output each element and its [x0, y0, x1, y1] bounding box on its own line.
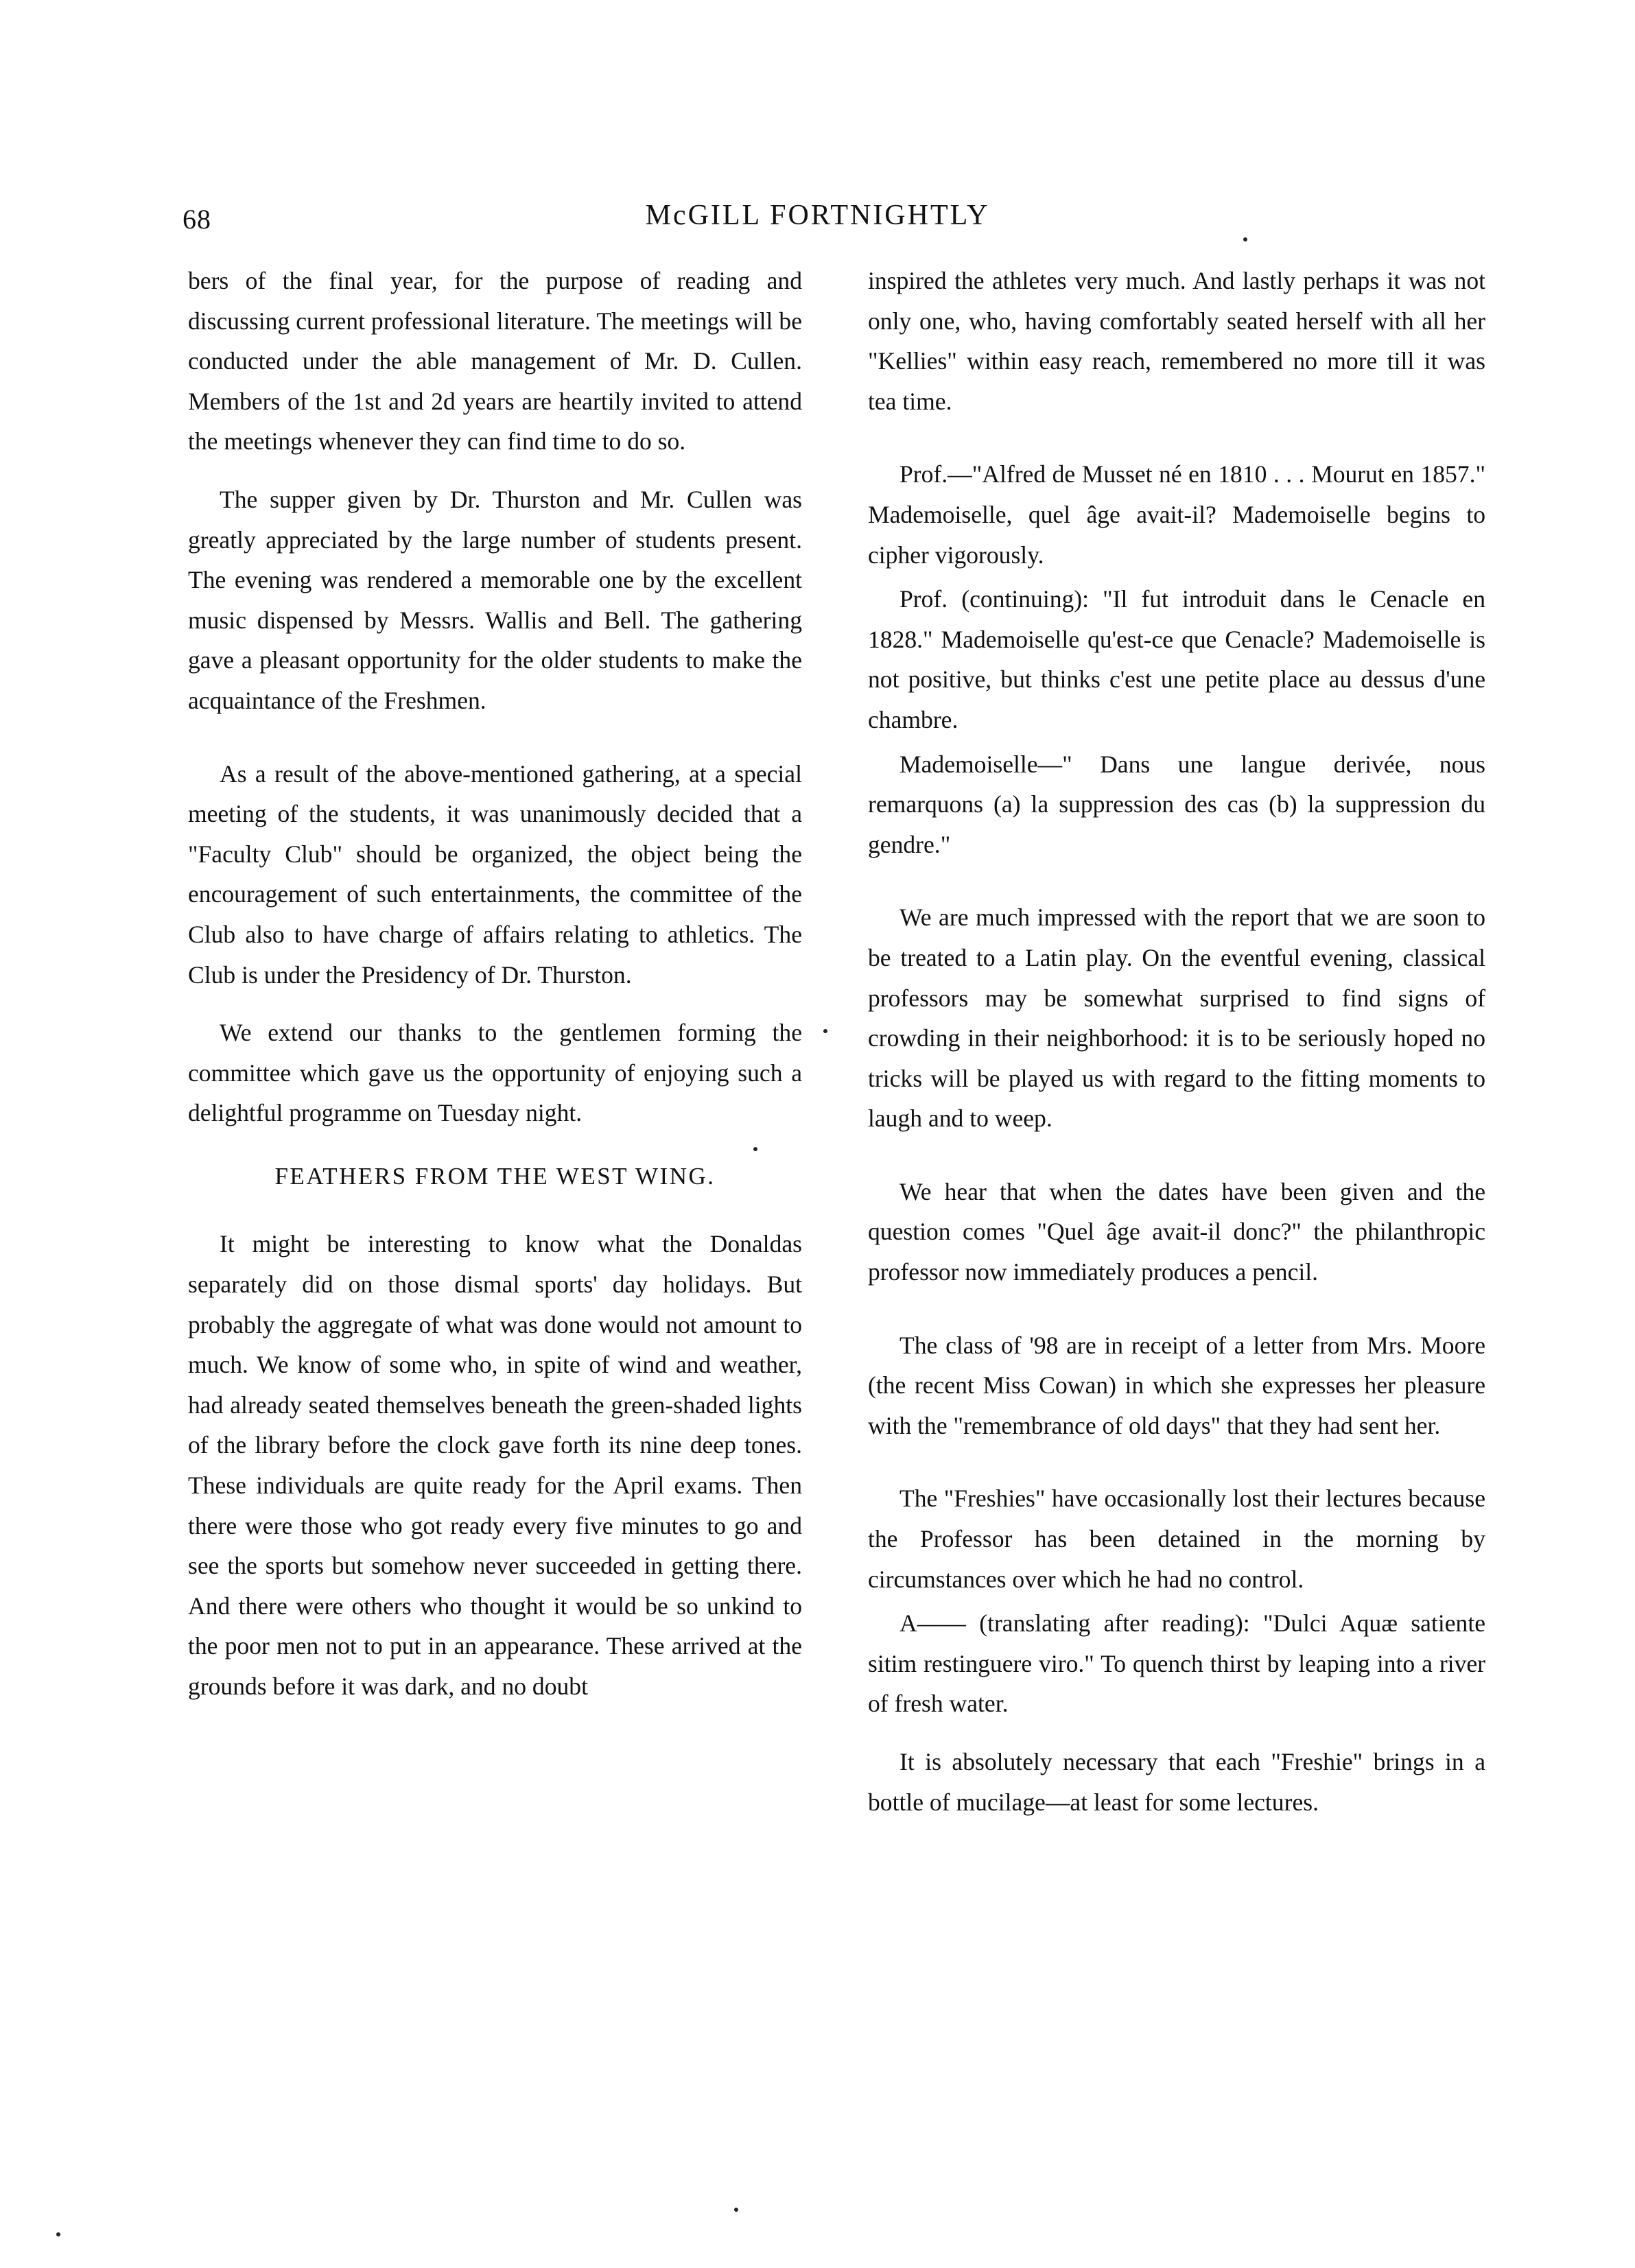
paragraph-thanks: We extend our thanks to the gentlemen forming the committee which gave us the opportunity of enjoying such a delightful programme on Tuesday night.: [188, 1019, 802, 1127]
paragraph-faculty-club: As a result of the above-mentioned gathering, at a special meeting of the students, it was unanimously decided that a "Faculty Club" should be organized, the object being the encouragement of such entertainments, the committee of the Club also to have charge of affairs relating to athletics. The Club is under the Presidency of Dr. Thurston.: [188, 759, 802, 989]
ink-speck: [823, 1029, 827, 1033]
paragraph-class-letter: The class of '98 are in receipt of a letter from Mrs. Moore (the recent Miss Cowan) in which she expresses her pleasure with the "remembrance of old days" that they had sent her.: [868, 1331, 1485, 1439]
paragraph-supper: The supper given by Dr. Thurston and Mr. Cullen was greatly appreciated by the large number of students present. The evening was rendered a memorable one by the excellent music dispensed by Messrs. Wallis and Bell. The gathering gave a pleasant opportunity for the older students to make the acquaintance of the Freshmen.: [188, 485, 802, 714]
paragraph-latin-play: We are much impressed with the report that we are soon to be treated to a Latin play. On the eventful evening, classical professors may be somewhat surprised to find signs of crowding in their neighborhood: it is to be seriously hoped no tricks will be played us with regard to the fitting moments to laugh and to weep.: [868, 903, 1485, 1133]
ink-speck: [1243, 237, 1247, 241]
left-column: [188, 261, 802, 1725]
right-column: [868, 261, 1485, 1840]
paragraph-musset: Prof.—"Alfred de Musset né en 1810 . . . Mourut en 1857." Mademoiselle, quel âge avait-il? Mademoiselle begins to cipher vigorously.: [868, 460, 1485, 569]
running-title: McGILL FORTNIGHTLY: [645, 200, 990, 231]
ink-speck: [734, 2208, 738, 2212]
paragraph-athletes: inspired the athletes very much. And lastly perhaps it was not only one, who, having comfortably seated herself with all her "Kellies" within easy reach, remembered no more till it was tea time.: [868, 267, 1485, 415]
ink-speck: [56, 2232, 60, 2236]
ink-speck: [753, 1147, 757, 1151]
paragraph-donaldas: It might be interesting to know what the Donaldas separately did on those dismal sports' day holidays. But probably the aggregate of what was done would not amount to much. We know of some who, in spite of wind and weather, had already seated themselves beneath the green-shaded lights of the library before the clock gave forth its nine deep tones. These individuals are quite ready for the April exams. Then there were those who got ready every five minutes to go and see the sports but somehow never succeeded in getting there. And there were others who thought it would be so unkind to the poor men not to put in an appearance. These arrived at the grounds before it was dark, and no doubt: [188, 1230, 802, 1700]
paragraph-pencil: We hear that when the dates have been given and the question comes "Quel âge avait-il donc?" the philanthropic professor now immediately produces a pencil.: [868, 1177, 1485, 1286]
page-number: 68: [183, 204, 211, 235]
paragraph-cenacle: Prof. (continuing): "Il fut introduit dans le Cenacle en 1828." Mademoiselle qu'est-ce que Cenacle? Mademoiselle is not positive, but thinks c'est une petite place au dessus d'une chambre.: [868, 585, 1485, 733]
paragraph-freshies: The "Freshies" have occasionally lost their lectures because the Professor has been detained in the morning by circumstances over which he had no control.: [868, 1485, 1485, 1593]
paragraph-langue-derivee: Mademoiselle—" Dans une langue derivée, nous remarquons (a) la suppression des cas (b) la suppression du gendre.": [868, 750, 1485, 858]
section-heading: FEATHERS FROM THE WEST WING.: [274, 1162, 716, 1190]
paragraph-translation: A—— (translating after reading): "Dulci Aquæ satiente sitim restinguere viro." To quench thirst by leaping into a river of fresh water.: [868, 1609, 1485, 1718]
paragraph-professional-literature: bers of the final year, for the purpose of reading and discussing current professional literature. The meetings will be conducted under the able management of Mr. D. Cullen. Members of the 1st and 2d years are heartily invited to attend the meetings whenever they can find time to do so.: [188, 267, 802, 456]
paragraph-mucilage: It is absolutely necessary that each "Freshie" brings in a bottle of mucilage—at least for some lectures.: [868, 1748, 1485, 1816]
